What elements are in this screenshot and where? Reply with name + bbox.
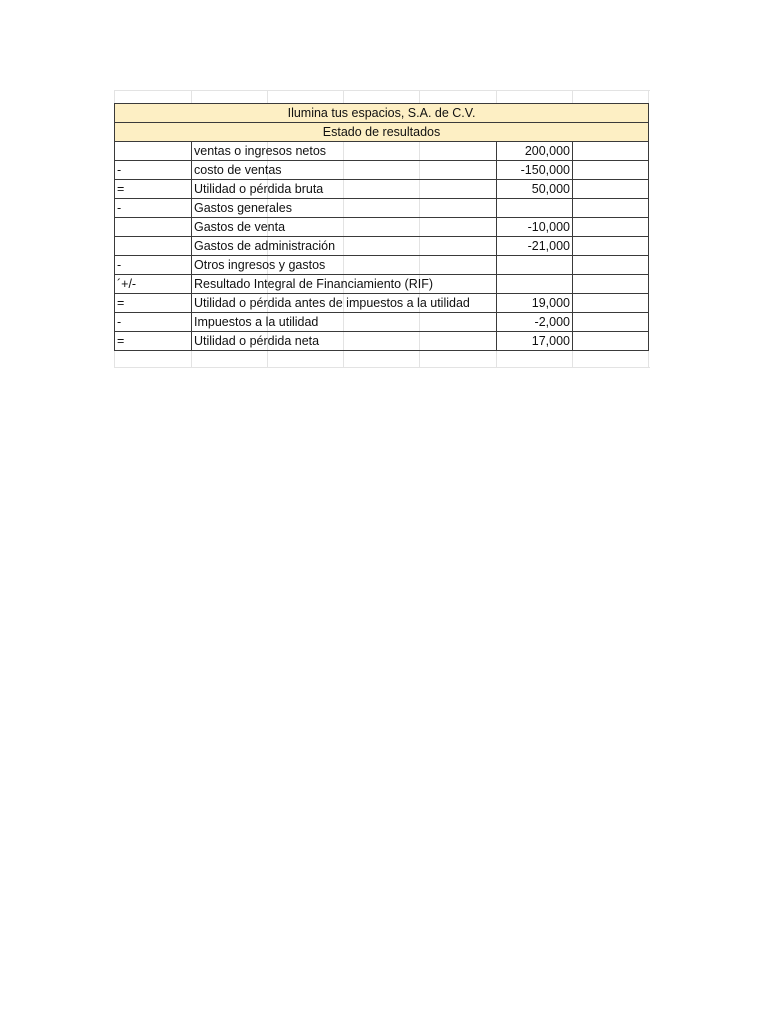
amount-cell[interactable]: -21,000 <box>497 237 573 256</box>
empty-cell[interactable] <box>573 294 649 313</box>
statement-row <box>115 199 649 218</box>
sign-cell[interactable]: ´+/- <box>115 275 192 294</box>
statement-row <box>115 275 649 294</box>
amount-cell[interactable]: 50,000 <box>497 180 573 199</box>
sign-cell[interactable]: = <box>115 294 192 313</box>
company-row <box>115 104 649 123</box>
amount-cell[interactable]: -2,000 <box>497 313 573 332</box>
amount-cell[interactable]: -150,000 <box>497 161 573 180</box>
statement-row <box>115 142 649 161</box>
statement-row <box>115 161 649 180</box>
concept-cell[interactable]: Utilidad o pérdida neta <box>192 332 497 351</box>
amount-cell[interactable]: 200,000 <box>497 142 573 161</box>
statement-row <box>115 313 649 332</box>
empty-cell[interactable] <box>573 332 649 351</box>
sign-cell[interactable]: = <box>115 332 192 351</box>
concept-cell[interactable]: Gastos de venta <box>192 218 497 237</box>
statement-title[interactable]: Estado de resultados <box>115 123 649 142</box>
sign-cell[interactable]: - <box>115 161 192 180</box>
statement-row <box>115 180 649 199</box>
amount-cell[interactable] <box>497 199 573 218</box>
sign-cell[interactable]: - <box>115 199 192 218</box>
income-statement-table <box>114 103 649 351</box>
concept-cell[interactable]: Impuestos a la utilidad <box>192 313 497 332</box>
sign-cell[interactable] <box>115 142 192 161</box>
empty-cell[interactable] <box>573 313 649 332</box>
statement-row <box>115 237 649 256</box>
sign-cell[interactable] <box>115 237 192 256</box>
sign-cell[interactable] <box>115 218 192 237</box>
empty-cell[interactable] <box>573 199 649 218</box>
concept-cell[interactable]: Utilidad o pérdida antes de impuestos a la utilidad <box>192 294 497 313</box>
gridline <box>114 90 650 91</box>
empty-cell[interactable] <box>573 237 649 256</box>
amount-cell[interactable]: 17,000 <box>497 332 573 351</box>
empty-cell[interactable] <box>573 142 649 161</box>
sign-cell[interactable]: = <box>115 180 192 199</box>
spreadsheet-area <box>114 90 650 370</box>
company-name[interactable]: Ilumina tus espacios, S.A. de C.V. <box>115 104 649 123</box>
statement-row <box>115 218 649 237</box>
sign-cell[interactable]: - <box>115 313 192 332</box>
gridline <box>114 367 650 368</box>
empty-cell[interactable] <box>573 180 649 199</box>
concept-cell[interactable]: Resultado Integral de Financiamiento (RIF) <box>192 275 497 294</box>
statement-row <box>115 294 649 313</box>
concept-cell[interactable]: Gastos generales <box>192 199 497 218</box>
empty-cell[interactable] <box>573 275 649 294</box>
amount-cell[interactable] <box>497 275 573 294</box>
concept-cell[interactable]: Gastos de administración <box>192 237 497 256</box>
sign-cell[interactable]: - <box>115 256 192 275</box>
statement-row <box>115 332 649 351</box>
empty-cell[interactable] <box>573 161 649 180</box>
concept-cell[interactable]: costo de ventas <box>192 161 497 180</box>
empty-cell[interactable] <box>573 256 649 275</box>
empty-cell[interactable] <box>573 218 649 237</box>
title-row <box>115 123 649 142</box>
amount-cell[interactable]: 19,000 <box>497 294 573 313</box>
concept-cell[interactable]: Utilidad o pérdida bruta <box>192 180 497 199</box>
amount-cell[interactable]: -10,000 <box>497 218 573 237</box>
concept-cell[interactable]: ventas o ingresos netos <box>192 142 497 161</box>
statement-row <box>115 256 649 275</box>
concept-cell[interactable]: Otros ingresos y gastos <box>192 256 497 275</box>
amount-cell[interactable] <box>497 256 573 275</box>
